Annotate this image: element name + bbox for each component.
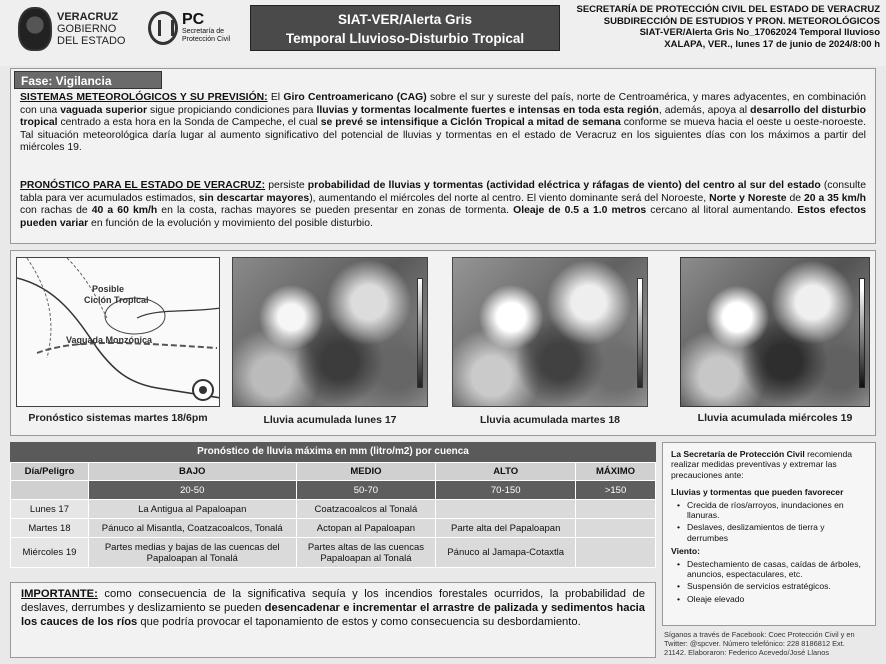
precipitation-colorbar [637,278,643,388]
medio-cell: Partes altas de las cuencas Papaloapan al Tonalá [296,538,436,568]
importante-note [10,582,656,658]
pronostico-paragraph [20,180,866,230]
map-label-wednesday: Lluvia acumulada miércoles 19 [697,412,853,424]
text: conforme se mueva hacia el oeste u oeste-noroeste. Tal situación meteorológica daría lugar al aumento significativo del potencial de lluvias y tormentas en el estado de Veracruz en los siguientes días con los máximos a partir del miércoles 19. [20,117,866,154]
col-header-alto: ALTO [436,463,576,481]
logo-veracruz-line2: GOBIERNO [57,23,117,35]
text: en función de la evolución y movimiento del posible disturbio. [88,217,373,229]
range-cell: >150 [576,481,656,500]
veracruz-logo [18,6,138,52]
table-row [11,500,656,519]
proteccion-civil-logo [148,8,248,48]
text: que podría provocar el taponamiento de estos y como consecuencia su desbordamiento. [137,616,581,629]
col-header-medio: MEDIO [296,463,436,481]
title-line1: SIAT-VER/Alerta Gris [337,12,473,27]
logo-pc-line2: Protección Civil [182,36,231,43]
bold-text: Oleaje de 0.5 a 1.0 metros [513,205,647,217]
agency-line2: SUBDIRECCIÓN DE ESTUDIOS Y PRON. METEOROLÓGICOS [603,15,880,27]
medio-cell: Actopan al Papaloapan [296,519,436,538]
bajo-cell: La Antigua al Papaloapan [88,500,296,519]
text: centrado a esta hora en la Sonda de Campeche, el cual [57,117,321,129]
bold-text: Giro Centroamericano (CAG) [283,92,427,103]
logo-pc-line1: Secretaría de [182,28,225,35]
max-cell [576,500,656,519]
synoptic-map-drawing [17,258,220,407]
range-cell: 50-70 [296,481,436,500]
bold-text: vaguada superior [60,104,147,116]
logo-veracruz-line3: DEL ESTADO [57,35,126,47]
list-item: • Crecida de ríos/arroyos, inundaciones en llanuras. [671,500,867,521]
medio-cell: Coatzacoalcos al Tonalá [296,500,436,519]
importante-heading: IMPORTANTE: [21,588,98,600]
table-row [11,538,656,568]
map-text-ciclon: Ciclón Tropical [84,295,149,305]
bold-text: 20 a 35 km/h [804,192,866,204]
map-text-vaguada: Vaguada Monzónica [66,335,153,345]
bold-text: desencadenar e incrementar el arrastre de palizada y sedimentos hacia los cauces de los ríos [21,602,646,629]
pc-emblem-icon [148,11,178,45]
coat-of-arms-icon [18,7,52,51]
footer-line1: Síganos a través de Facebook: Coec Protección Civil y en [664,630,855,639]
map-label-monday: Lluvia acumulada lunes 17 [263,414,397,426]
range-cell: 70-150 [436,481,576,500]
agency-line3: SIAT-VER/Alerta Gris No_17062024 Temporal lluvioso [639,27,880,38]
bold-text: se prevé se intensifique a Ciclón Tropical a mitad de semana [320,117,621,129]
rec-list-rain [671,500,867,544]
alert-title [250,5,560,51]
max-cell [576,538,656,568]
alto-cell [436,500,576,519]
table-row [11,519,656,538]
agency-info [568,4,880,50]
bold-text: Norte y Noreste [709,192,787,204]
fase-badge: Fase: Vigilancia [14,71,162,89]
recommendations-box [662,442,876,626]
map-label-tuesday: Lluvia acumulada martes 18 [479,414,621,426]
pronostico-heading: PRONÓSTICO PARA EL ESTADO DE VERACRUZ: [20,180,266,191]
text: El [267,92,284,103]
agency-line4: XALAPA, VER., lunes 17 de junio de 2024/8:00 h [664,38,880,50]
precipitation-colorbar [417,278,423,388]
bold-text: sin descartar mayores [198,192,310,204]
sistemas-paragraph [20,92,866,155]
bold-text: probabilidad de lluvias y tormentas (actividad eléctrica y ráfagas de viento) del centro al sur del estado [307,180,821,191]
rec-list-wind [671,559,867,605]
bold-text: lluvias y tormentas localmente fuertes e intensas en toda esta región [316,104,659,116]
contact-footer [664,630,876,658]
text: cercano al litoral aumentando. [646,205,798,217]
text: ), aumentando el miércoles del norte al centro. El viento dominante será del Noroeste, [309,192,710,204]
header [0,0,886,66]
rec-heading-rain: Lluvias y tormentas que pueden favorecer [671,487,844,498]
rec-intro-text: recomienda realizar medidas preventivas y extremar las precauciones ante: [671,449,853,480]
text: sobre el sur y sureste del país, norte de Centroamérica, y mares adyacentes, en combinación con una [20,92,866,116]
list-item: • Oleaje elevado [671,594,867,604]
text: , además, apoya al [658,104,751,116]
text: persiste [265,180,308,191]
map-label-synoptic: Pronóstico sistemas martes 18/6pm [28,412,208,424]
rec-intro [671,449,867,480]
list-item: • Deslaves, deslizamientos de tierra y derrumbes [671,522,867,543]
logo-veracruz-line1: VERACRUZ [57,11,119,23]
bajo-cell: Pánuco al Misantla, Coatzacoalcos, Tonalá [88,519,296,538]
title-line2: Temporal Lluvioso-Disturbio Tropical [285,31,525,46]
footer-line2: Twitter: @spcver. Número telefónico: 228 8186812 Ext. [664,639,845,649]
range-cell: 20-50 [88,481,296,500]
day-cell: Miércoles 19 [11,538,89,568]
col-header-maximo: MÁXIMO [576,463,656,481]
bold-text: desarrollo del disturbio tropical [20,104,866,129]
rain-map-wednesday [680,257,870,407]
footer-line3: 21142. Elaboraron: Federico Acevedo/José Llanos [664,648,830,658]
rain-map-tuesday [452,257,648,407]
map-text-posible: Posible [92,284,125,294]
col-header-day: Día/Peligro [11,463,89,481]
day-cell: Lunes 17 [11,500,89,519]
logo-pc-abbr: PC [182,11,205,28]
text: sigue propiciando condiciones para [146,104,317,116]
text: con rachas de [20,205,92,217]
synoptic-forecast-map [16,257,220,407]
range-cell [11,481,89,500]
bold-text: Estos efectos pueden variar [20,205,867,229]
rain-forecast-table [10,442,656,568]
alto-cell: Parte alta del Papaloapan [436,519,576,538]
rec-heading-wind: Viento: [671,546,700,557]
bold-text: 40 a 60 km/h [91,205,158,217]
text: en la costa, rachas mayores se pueden presentar en zonas de tormenta. [157,205,514,217]
text: de [786,192,805,204]
rec-intro-bold: La Secretaría de Protección Civil [671,449,805,459]
max-cell [576,519,656,538]
alto-cell: Pánuco al Jamapa-Cotaxtla [436,538,576,568]
table-title: Pronóstico de lluvia máxima en mm (litro/m2) por cuenca [10,442,656,462]
sistemas-heading: SISTEMAS METEOROLÓGICOS Y SU PREVISIÓN: [20,92,268,103]
agency-line1: SECRETARÍA DE PROTECCIÓN CIVIL DEL ESTADO DE VERACRUZ [576,4,880,15]
col-header-bajo: BAJO [88,463,296,481]
list-item: • Suspensión de servicios estratégicos. [671,581,867,591]
bajo-cell: Partes medias y bajas de las cuencas del Papaloapan al Tonalá [88,538,296,568]
text: como consecuencia de la significativa sequía y los incendios forestales ocurridos, la probabilidad de deslaves, derrumbes y deslizamiento se pueden [21,588,645,615]
text: (consulte tabla para ver acumulados estimados, [20,180,866,204]
precipitation-colorbar [859,278,865,388]
day-cell: Martes 18 [11,519,89,538]
list-item: • Destechamiento de casas, caídas de árboles, anuncios, espectaculares, etc. [671,559,867,580]
rain-map-monday [232,257,428,407]
